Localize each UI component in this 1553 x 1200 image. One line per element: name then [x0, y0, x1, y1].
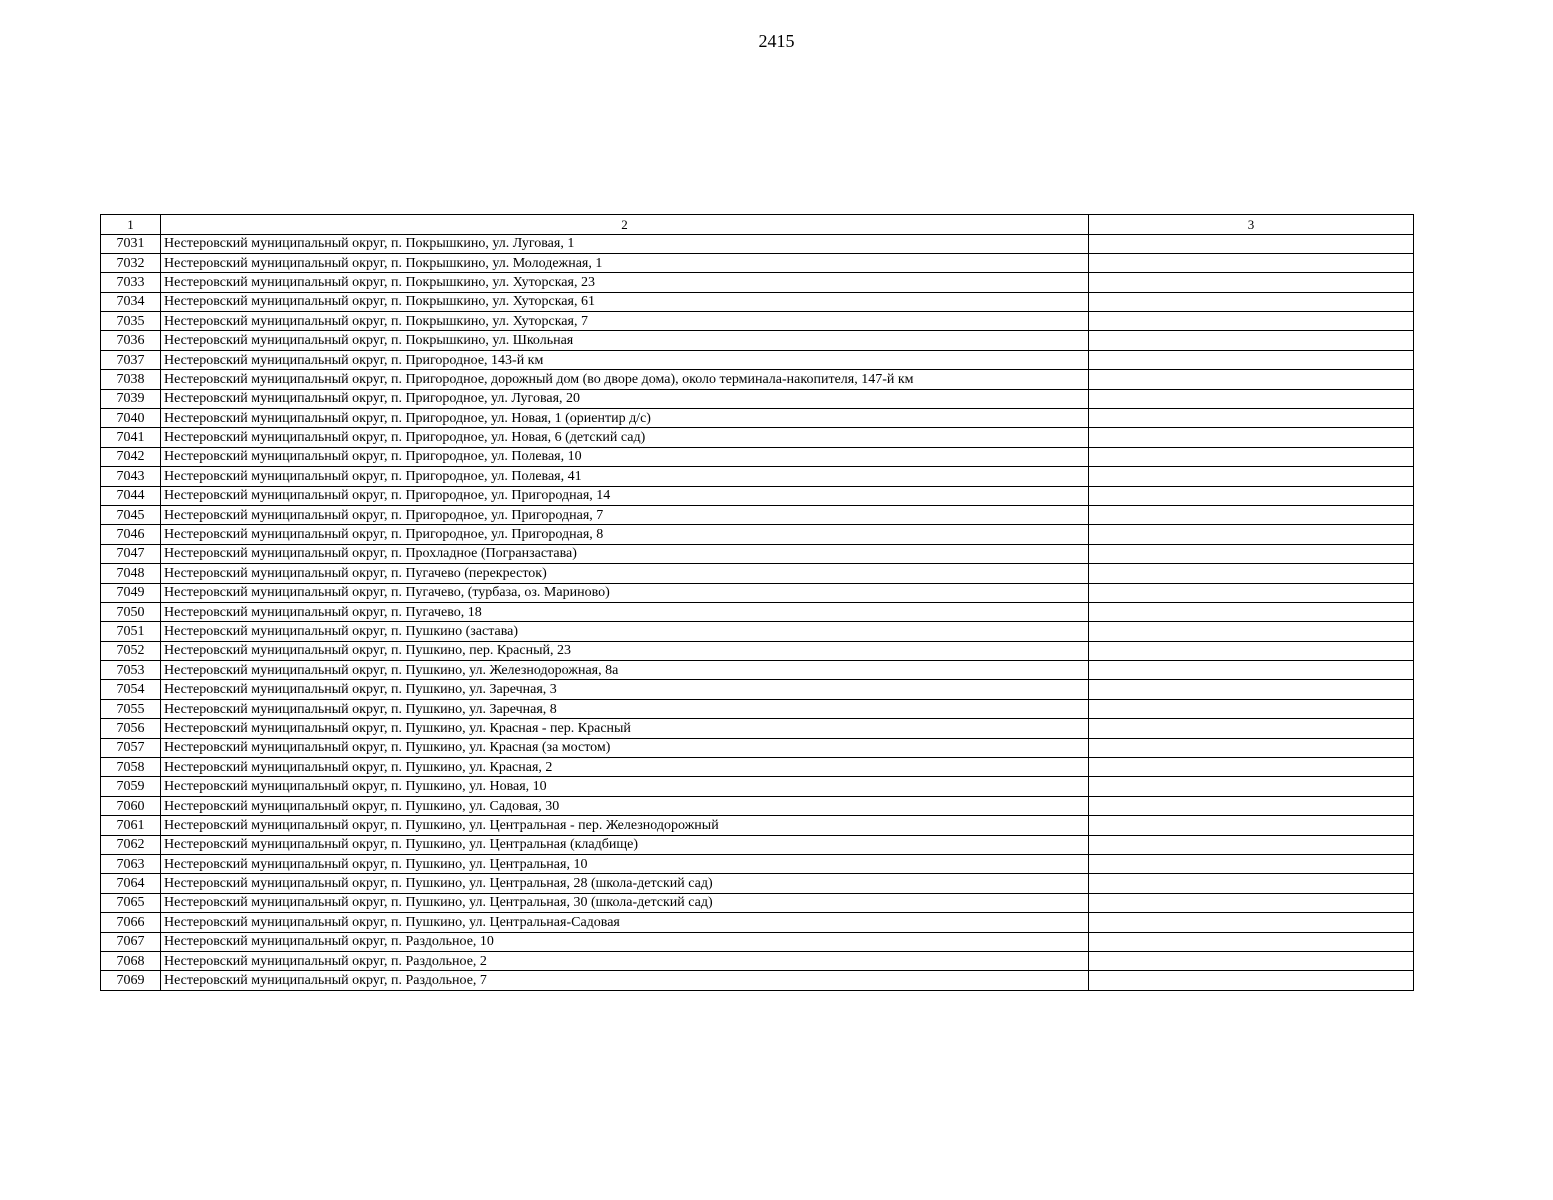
row-number-cell: 7055: [101, 699, 161, 718]
note-cell: [1089, 951, 1414, 970]
table-row: [101, 428, 1414, 447]
table-row: [101, 389, 1414, 408]
address-cell: Нестеровский муниципальный округ, п. Пугачево, 18: [161, 602, 1089, 621]
table-row: [101, 370, 1414, 389]
address-cell: Нестеровский муниципальный округ, п. Пушкино, ул. Садовая, 30: [161, 796, 1089, 815]
note-cell: [1089, 971, 1414, 990]
address-cell: Нестеровский муниципальный округ, п. Пригородное, ул. Полевая, 10: [161, 447, 1089, 466]
address-cell: Нестеровский муниципальный округ, п. Раздольное, 7: [161, 971, 1089, 990]
table-row: [101, 971, 1414, 990]
note-cell: [1089, 855, 1414, 874]
table-row: [101, 680, 1414, 699]
note-cell: [1089, 602, 1414, 621]
table-row: [101, 641, 1414, 660]
table-row: [101, 273, 1414, 292]
row-number-cell: 7057: [101, 738, 161, 757]
row-number-cell: 7031: [101, 234, 161, 253]
note-cell: [1089, 641, 1414, 660]
row-number-cell: 7059: [101, 777, 161, 796]
address-cell: Нестеровский муниципальный округ, п. Пушкино, ул. Центральная-Садовая: [161, 913, 1089, 932]
address-cell: Нестеровский муниципальный округ, п. Пугачево (перекресток): [161, 564, 1089, 583]
table-row: [101, 486, 1414, 505]
row-number-cell: 7063: [101, 855, 161, 874]
address-cell: Нестеровский муниципальный округ, п. Пушкино, ул. Центральная - пер. Железнодорожный: [161, 816, 1089, 835]
table-row: [101, 738, 1414, 757]
note-cell: [1089, 389, 1414, 408]
row-number-cell: 7038: [101, 370, 161, 389]
note-cell: [1089, 583, 1414, 602]
row-number-cell: 7050: [101, 602, 161, 621]
note-cell: [1089, 331, 1414, 350]
note-cell: [1089, 544, 1414, 563]
note-cell: [1089, 796, 1414, 815]
address-cell: Нестеровский муниципальный округ, п. Пугачево, (турбаза, оз. Мариново): [161, 583, 1089, 602]
table-row: [101, 350, 1414, 369]
table-row: [101, 932, 1414, 951]
address-cell: Нестеровский муниципальный округ, п. Пригородное, ул. Полевая, 41: [161, 467, 1089, 486]
note-cell: [1089, 486, 1414, 505]
address-cell: Нестеровский муниципальный округ, п. Пригородное, ул. Пригородная, 7: [161, 505, 1089, 524]
row-number-cell: 7066: [101, 913, 161, 932]
note-cell: [1089, 893, 1414, 912]
table-row: [101, 564, 1414, 583]
note-cell: [1089, 874, 1414, 893]
row-number-cell: 7046: [101, 525, 161, 544]
note-cell: [1089, 428, 1414, 447]
row-number-cell: 7053: [101, 661, 161, 680]
note-cell: [1089, 447, 1414, 466]
table-row: [101, 622, 1414, 641]
row-number-cell: 7034: [101, 292, 161, 311]
row-number-cell: 7060: [101, 796, 161, 815]
row-number-cell: 7052: [101, 641, 161, 660]
address-table: [100, 214, 1414, 991]
row-number-cell: 7032: [101, 253, 161, 272]
table-row: [101, 699, 1414, 718]
table-row: [101, 796, 1414, 815]
table-row: [101, 719, 1414, 738]
header-cell-2: 2: [161, 215, 1089, 235]
table-row: [101, 331, 1414, 350]
table-row: [101, 234, 1414, 253]
address-cell: Нестеровский муниципальный округ, п. Покрышкино, ул. Хуторская, 23: [161, 273, 1089, 292]
row-number-cell: 7048: [101, 564, 161, 583]
note-cell: [1089, 816, 1414, 835]
table-row: [101, 505, 1414, 524]
table-row: [101, 951, 1414, 970]
note-cell: [1089, 932, 1414, 951]
note-cell: [1089, 622, 1414, 641]
address-cell: Нестеровский муниципальный округ, п. Пушкино, ул. Центральная, 10: [161, 855, 1089, 874]
note-cell: [1089, 505, 1414, 524]
row-number-cell: 7035: [101, 312, 161, 331]
note-cell: [1089, 777, 1414, 796]
address-cell: Нестеровский муниципальный округ, п. Пушкино, ул. Железнодорожная, 8а: [161, 661, 1089, 680]
row-number-cell: 7058: [101, 758, 161, 777]
note-cell: [1089, 409, 1414, 428]
note-cell: [1089, 292, 1414, 311]
row-number-cell: 7049: [101, 583, 161, 602]
table-header-row: [101, 215, 1414, 235]
table-row: [101, 467, 1414, 486]
table-row: [101, 544, 1414, 563]
address-cell: Нестеровский муниципальный округ, п. Пушкино, ул. Заречная, 3: [161, 680, 1089, 699]
address-cell: Нестеровский муниципальный округ, п. Пригородное, ул. Луговая, 20: [161, 389, 1089, 408]
note-cell: [1089, 719, 1414, 738]
row-number-cell: 7064: [101, 874, 161, 893]
address-cell: Нестеровский муниципальный округ, п. Пушкино, ул. Центральная (кладбище): [161, 835, 1089, 854]
row-number-cell: 7043: [101, 467, 161, 486]
note-cell: [1089, 234, 1414, 253]
address-cell: Нестеровский муниципальный округ, п. Прохладное (Погранзастава): [161, 544, 1089, 563]
note-cell: [1089, 253, 1414, 272]
row-number-cell: 7067: [101, 932, 161, 951]
address-cell: Нестеровский муниципальный округ, п. Покрышкино, ул. Молодежная, 1: [161, 253, 1089, 272]
address-cell: Нестеровский муниципальный округ, п. Покрышкино, ул. Хуторская, 7: [161, 312, 1089, 331]
address-cell: Нестеровский муниципальный округ, п. Пушкино, ул. Центральная, 28 (школа-детский сад): [161, 874, 1089, 893]
address-cell: Нестеровский муниципальный округ, п. Пушкино, ул. Заречная, 8: [161, 699, 1089, 718]
address-cell: Нестеровский муниципальный округ, п. Пригородное, ул. Новая, 1 (ориентир д/с): [161, 409, 1089, 428]
row-number-cell: 7033: [101, 273, 161, 292]
row-number-cell: 7056: [101, 719, 161, 738]
table-row: [101, 893, 1414, 912]
header-cell-3: 3: [1089, 215, 1414, 235]
row-number-cell: 7069: [101, 971, 161, 990]
row-number-cell: 7041: [101, 428, 161, 447]
address-cell: Нестеровский муниципальный округ, п. Раздольное, 10: [161, 932, 1089, 951]
page-number: 2415: [758, 31, 795, 51]
row-number-cell: 7062: [101, 835, 161, 854]
row-number-cell: 7047: [101, 544, 161, 563]
table-row: [101, 583, 1414, 602]
table-row: [101, 409, 1414, 428]
address-cell: Нестеровский муниципальный округ, п. Пригородное, 143-й км: [161, 350, 1089, 369]
table-row: [101, 855, 1414, 874]
address-cell: Нестеровский муниципальный округ, п. Пушкино, ул. Красная (за мостом): [161, 738, 1089, 757]
row-number-cell: 7061: [101, 816, 161, 835]
address-cell: Нестеровский муниципальный округ, п. Пушкино, пер. Красный, 23: [161, 641, 1089, 660]
note-cell: [1089, 350, 1414, 369]
row-number-cell: 7042: [101, 447, 161, 466]
address-cell: Нестеровский муниципальный округ, п. Пушкино, ул. Красная, 2: [161, 758, 1089, 777]
table-row: [101, 602, 1414, 621]
note-cell: [1089, 699, 1414, 718]
note-cell: [1089, 661, 1414, 680]
table-row: [101, 253, 1414, 272]
address-cell: Нестеровский муниципальный округ, п. Пригородное, ул. Новая, 6 (детский сад): [161, 428, 1089, 447]
note-cell: [1089, 370, 1414, 389]
address-cell: Нестеровский муниципальный округ, п. Пушкино, ул. Новая, 10: [161, 777, 1089, 796]
row-number-cell: 7045: [101, 505, 161, 524]
address-cell: Нестеровский муниципальный округ, п. Покрышкино, ул. Школьная: [161, 331, 1089, 350]
table-row: [101, 525, 1414, 544]
address-cell: Нестеровский муниципальный округ, п. Пушкино, ул. Центральная, 30 (школа-детский сад): [161, 893, 1089, 912]
table-row: [101, 292, 1414, 311]
note-cell: [1089, 564, 1414, 583]
note-cell: [1089, 312, 1414, 331]
row-number-cell: 7039: [101, 389, 161, 408]
row-number-cell: 7037: [101, 350, 161, 369]
row-number-cell: 7065: [101, 893, 161, 912]
table-row: [101, 661, 1414, 680]
table-row: [101, 758, 1414, 777]
address-cell: Нестеровский муниципальный округ, п. Покрышкино, ул. Луговая, 1: [161, 234, 1089, 253]
address-cell: Нестеровский муниципальный округ, п. Пушкино (застава): [161, 622, 1089, 641]
address-cell: Нестеровский муниципальный округ, п. Раздольное, 2: [161, 951, 1089, 970]
note-cell: [1089, 680, 1414, 699]
table-body: [101, 215, 1414, 991]
table-row: [101, 447, 1414, 466]
note-cell: [1089, 835, 1414, 854]
note-cell: [1089, 467, 1414, 486]
row-number-cell: 7044: [101, 486, 161, 505]
row-number-cell: 7051: [101, 622, 161, 641]
table-row: [101, 835, 1414, 854]
note-cell: [1089, 758, 1414, 777]
note-cell: [1089, 738, 1414, 757]
table-row: [101, 312, 1414, 331]
address-cell: Нестеровский муниципальный округ, п. Пушкино, ул. Красная - пер. Красный: [161, 719, 1089, 738]
row-number-cell: 7036: [101, 331, 161, 350]
note-cell: [1089, 273, 1414, 292]
note-cell: [1089, 525, 1414, 544]
address-cell: Нестеровский муниципальный округ, п. Пригородное, ул. Пригородная, 8: [161, 525, 1089, 544]
row-number-cell: 7068: [101, 951, 161, 970]
address-cell: Нестеровский муниципальный округ, п. Пригородное, ул. Пригородная, 14: [161, 486, 1089, 505]
table-row: [101, 816, 1414, 835]
table-row: [101, 874, 1414, 893]
row-number-cell: 7040: [101, 409, 161, 428]
table-row: [101, 777, 1414, 796]
address-cell: Нестеровский муниципальный округ, п. Покрышкино, ул. Хуторская, 61: [161, 292, 1089, 311]
table-row: [101, 913, 1414, 932]
header-cell-1: 1: [101, 215, 161, 235]
row-number-cell: 7054: [101, 680, 161, 699]
address-cell: Нестеровский муниципальный округ, п. Пригородное, дорожный дом (во дворе дома), около терминала-накопителя, 147-й км: [161, 370, 1089, 389]
note-cell: [1089, 913, 1414, 932]
